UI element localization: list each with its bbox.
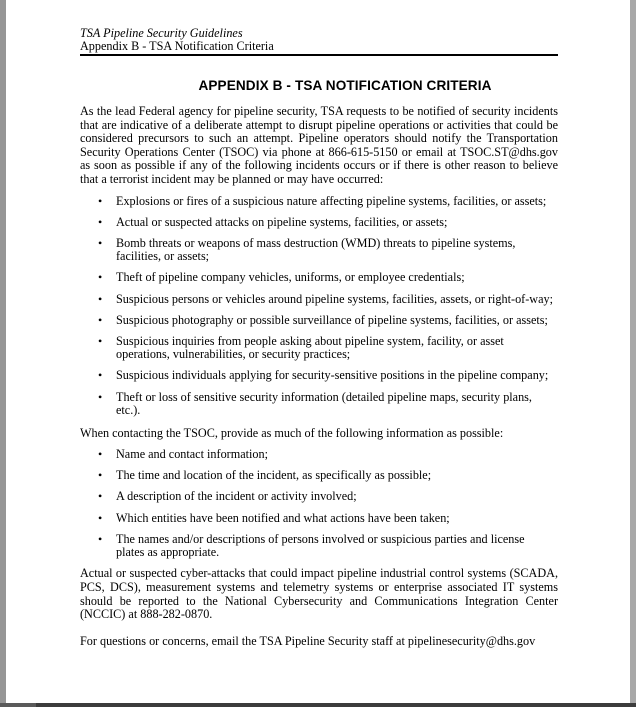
questions-paragraph: For questions or concerns, email the TSA Pipeline Security staff at pipelinesecurity@dhs.gov — [80, 633, 536, 648]
page-heading: APPENDIX B - TSA NOTIFICATION CRITERIA — [198, 78, 492, 93]
bullet-icon: • — [98, 214, 103, 229]
list-item: • The time and location of the incident, as specifically as possible; — [98, 468, 432, 483]
viewer-scrollbar-track[interactable] — [630, 0, 636, 703]
bottom-bar-segment — [0, 703, 36, 707]
bullet-icon: • — [98, 312, 103, 327]
bullet-icon: • — [98, 447, 103, 462]
viewer-bottom-bar — [0, 703, 636, 707]
incident-list — [80, 195, 558, 418]
bullet-icon: • — [98, 270, 103, 285]
list-item: • Bomb threats or weapons of mass destruction (WMD) threats to pipeline systems, facilities, or assets; — [98, 235, 516, 264]
list-item: • Actual or suspected attacks on pipeline systems, facilities, or assets; — [98, 214, 448, 229]
list-item: • The names and/or descriptions of persons involved or suspicious parties and license plates as appropriate. — [98, 531, 525, 560]
bullet-icon: • — [98, 333, 103, 348]
list-item: • Theft or loss of sensitive security information (detailed pipeline maps, security plans, etc.). — [98, 389, 532, 418]
document-title: TSA Pipeline Security Guidelines — [80, 26, 243, 40]
bullet-icon: • — [98, 468, 103, 483]
list-item: • Name and contact information; — [98, 447, 268, 462]
bullet-icon: • — [98, 291, 103, 306]
list-item: • Theft of pipeline company vehicles, uniforms, or employee credentials; — [98, 270, 465, 285]
contact-intro: When contacting the TSOC, provide as much of the following information as possible: — [80, 425, 504, 440]
section-title: Appendix B - TSA Notification Criteria — [80, 39, 274, 53]
contact-info-list — [80, 448, 558, 560]
list-item: • A description of the incident or activity involved; — [98, 489, 357, 504]
cyber-attack-paragraph: Actual or suspected cyber-attacks that could impact pipeline industrial control systems (SCADA, PCS, DCS), measurement systems and telemetry systems or enterprise associated IT systems should be reported to the National Cybersecurity and Communications Integration Center (NCCIC) at 888-282-0870. — [80, 566, 558, 622]
bullet-icon: • — [98, 531, 103, 546]
list-item: • Suspicious inquiries from people asking about pipeline system, facility, or asset operations, vulnerabilities, or security practices; — [98, 333, 504, 362]
page-content — [80, 27, 558, 648]
bullet-icon: • — [98, 368, 103, 383]
list-item: • Explosions or fires of a suspicious nature affecting pipeline systems, facilities, or assets; — [98, 193, 547, 208]
intro-paragraph: As the lead Federal agency for pipeline security, TSA requests to be notified of security incidents that are indicative of a deliberate attempt to disrupt pipeline operations or activities that could be considered precursors to such an attempt. Pipeline operators should notify the Transportation Security Operations Center (TSOC) via phone at 866-615-5150 or email at TSOC.ST@dhs.gov as soon as possible if any of the following incidents occurs or if there is other reason to believe that a terrorist incident may be planned or may have occurred: — [80, 104, 558, 186]
bullet-icon: • — [98, 235, 103, 250]
bullet-icon: • — [98, 193, 103, 208]
running-header — [80, 27, 558, 53]
bullet-icon: • — [98, 489, 103, 504]
document-page — [6, 0, 630, 703]
list-item: • Suspicious individuals applying for security-sensitive positions in the pipeline company; — [98, 368, 549, 383]
bullet-icon: • — [98, 389, 103, 404]
bullet-icon: • — [98, 510, 103, 525]
header-rule — [80, 54, 558, 56]
list-item: • Suspicious persons or vehicles around pipeline systems, facilities, assets, or right-of-way; — [98, 291, 553, 306]
list-item: • Which entities have been notified and what actions have been taken; — [98, 510, 450, 525]
list-item: • Suspicious photography or possible surveillance of pipeline systems, facilities, or assets; — [98, 312, 548, 327]
